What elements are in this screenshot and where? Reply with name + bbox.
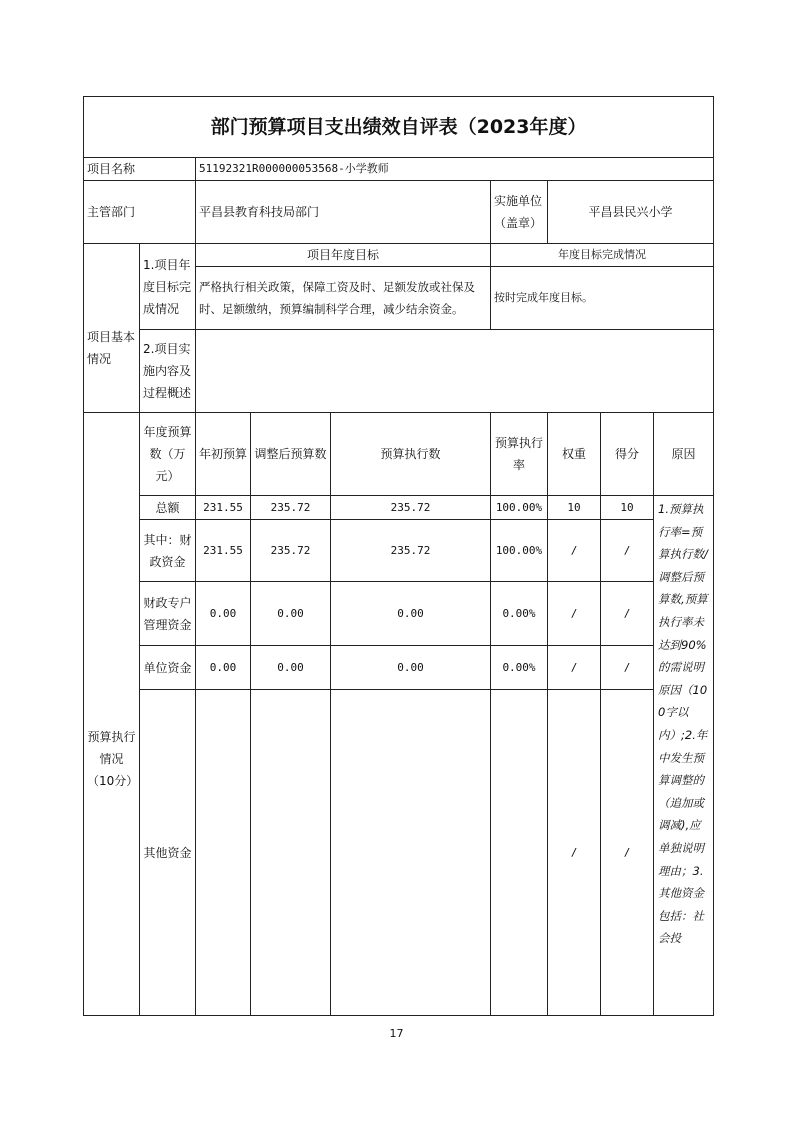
executed-budget xyxy=(331,690,491,1016)
page-number: 17 xyxy=(389,1027,404,1040)
score: / xyxy=(601,520,654,582)
goal-text: 严格执行相关政策，保障工资及时、足额发放或社保及时、足额缴纳，预算编制科学合理，减少结余资金。 xyxy=(196,267,491,330)
header-cell: 预算执行数 xyxy=(331,413,491,496)
initial-budget xyxy=(196,690,251,1016)
row-name: 单位资金 xyxy=(140,646,196,690)
score: / xyxy=(601,582,654,646)
table-row xyxy=(84,496,714,520)
header-cell: 权重 xyxy=(548,413,601,496)
impl-unit-label: 实施单位（盖章） xyxy=(491,181,548,244)
weight: / xyxy=(548,582,601,646)
impl-unit: 平昌县民兴小学 xyxy=(548,181,714,244)
header-cell: 年初预算 xyxy=(196,413,251,496)
goal-header: 项目年度目标 xyxy=(196,244,491,267)
header-cell: 调整后预算数 xyxy=(251,413,331,496)
execution-rate xyxy=(491,690,548,1016)
initial-budget: 231.55 xyxy=(196,496,251,520)
initial-budget: 0.00 xyxy=(196,582,251,646)
budget-label: 预算执行情况（10分） xyxy=(84,413,140,1016)
adjusted-budget: 235.72 xyxy=(251,520,331,582)
basic-label: 项目基本情况 xyxy=(84,244,140,413)
execution-rate: 0.00% xyxy=(491,646,548,690)
initial-budget: 231.55 xyxy=(196,520,251,582)
executed-budget: 235.72 xyxy=(331,520,491,582)
adjusted-budget: 0.00 xyxy=(251,582,331,646)
completion-header: 年度目标完成情况 xyxy=(491,244,714,267)
weight: / xyxy=(548,520,601,582)
row-name: 总额 xyxy=(140,496,196,520)
process-text xyxy=(196,330,714,413)
executed-budget: 0.00 xyxy=(331,646,491,690)
row-name: 财政专户管理资金 xyxy=(140,582,196,646)
adjusted-budget: 0.00 xyxy=(251,646,331,690)
executed-budget: 235.72 xyxy=(331,496,491,520)
score: / xyxy=(601,646,654,690)
header-cell: 原因 xyxy=(654,413,714,496)
process-label: 2.项目实施内容及过程概述 xyxy=(140,330,196,413)
table-row xyxy=(84,582,714,646)
table-title: 部门预算项目支出绩效自评表（2023年度） xyxy=(84,97,714,158)
adjusted-budget: 235.72 xyxy=(251,496,331,520)
score: 10 xyxy=(601,496,654,520)
score: / xyxy=(601,690,654,1016)
dept: 平昌县教育科技局部门 xyxy=(196,181,491,244)
header-cell: 得分 xyxy=(601,413,654,496)
weight: / xyxy=(548,690,601,1016)
table-row xyxy=(84,646,714,690)
header-cell: 年度预算数（万元） xyxy=(140,413,196,496)
row-name: 其中：财政资金 xyxy=(140,520,196,582)
execution-rate: 100.00% xyxy=(491,520,548,582)
executed-budget: 0.00 xyxy=(331,582,491,646)
header-cell: 预算执行率 xyxy=(491,413,548,496)
weight: 10 xyxy=(548,496,601,520)
execution-rate: 100.00% xyxy=(491,496,548,520)
self-evaluation-table xyxy=(83,96,714,1016)
project-name-label: 项目名称 xyxy=(84,158,196,181)
project-name: 51192321R000000053568-小学教师 xyxy=(196,158,714,181)
adjusted-budget xyxy=(251,690,331,1016)
initial-budget: 0.00 xyxy=(196,646,251,690)
dept-label: 主管部门 xyxy=(84,181,196,244)
goal-label: 1.项目年度目标完成情况 xyxy=(140,244,196,330)
completion-text: 按时完成年度目标。 xyxy=(491,267,714,330)
row-name: 其他资金 xyxy=(140,690,196,1016)
weight: / xyxy=(548,646,601,690)
table-row xyxy=(84,690,714,1016)
reason-text: 1.预算执行率=预算执行数/调整后预算数,预算执行率未达到90%的需说明原因（100字以内）;2.年中发生预算调整的（追加或调减),应单独说明理由；3.其他资金包括：社会投 xyxy=(654,496,714,1016)
table-row xyxy=(84,520,714,582)
execution-rate: 0.00% xyxy=(491,582,548,646)
